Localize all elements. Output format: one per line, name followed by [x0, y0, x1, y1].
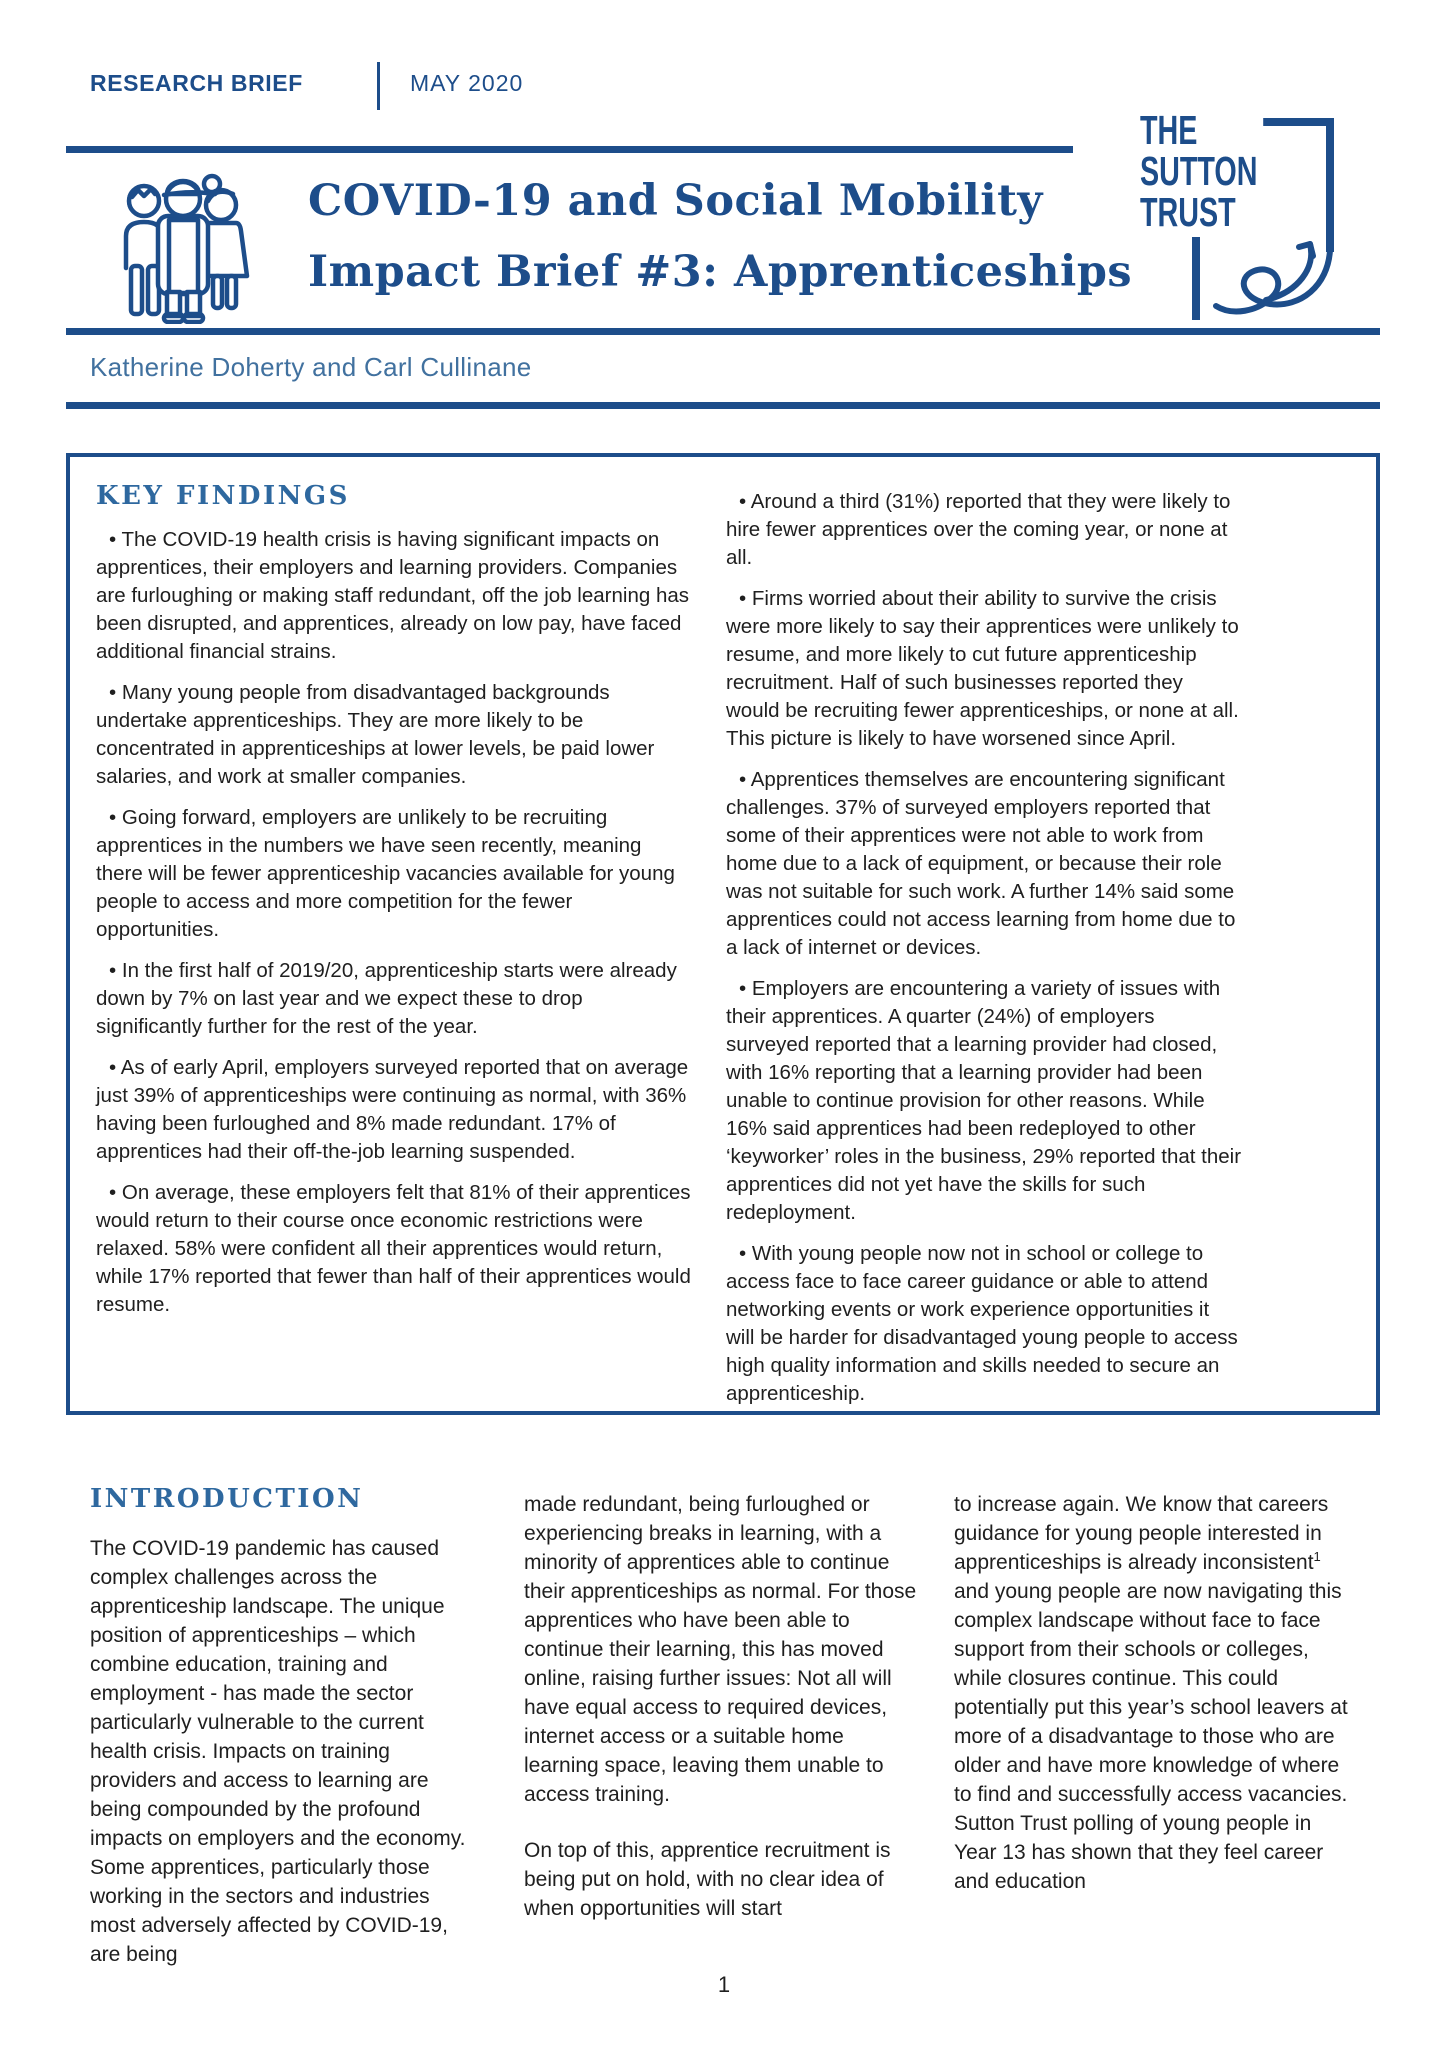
report-type-label: RESEARCH BRIEF	[90, 70, 303, 96]
introduction-column-2	[524, 1490, 924, 1950]
key-finding-bullet: • Employers are encountering a variety of issues with their apprentices. A quarter (24%) of employers surveyed reported that a learning provider had closed, with 16% reporting that a learning provider had been unable to continue provision for other reasons. While 16% said apprentices had been redeployed to other ‘keyworker’ roles in the business, 29% reported that their apprentices did not yet have the skills for such redeployment.	[726, 977, 1242, 1224]
key-finding-bullet: • Firms worried about their ability to survive the crisis were more likely to say their apprentices were unlikely to resume, and more likely to cut future apprenticeship recruitment. Half of such businesses reported they would be recruiting fewer apprenticeships, or none at all. This picture is likely to have worsened since April.	[726, 587, 1239, 750]
page-title-line2: Impact Brief #3: Apprenticeships	[308, 247, 1133, 297]
logo-word-the: THE	[1140, 107, 1198, 153]
introduction-paragraph: The COVID-19 pandemic has caused complex challenges across the apprenticeship landscape. The unique position of apprenticeships – which combine education, training and employment - has made the sector particularly vulnerable to the current health crisis. Impacts on training providers and access to learning are being compounded by the profound impacts on employers and the economy. Some apprentices, particularly those working in the sectors and industries most adversely affected by COVID-19, are being	[90, 1537, 466, 1966]
page-title-line1: COVID-19 and Social Mobility	[308, 176, 1043, 226]
key-findings-heading: KEY FINDINGS	[96, 481, 350, 511]
introduction-heading: INTRODUCTION	[90, 1484, 364, 1514]
key-finding-bullet: • Around a third (31%) reported that they were likely to hire fewer apprentices over the coming year, or none at all.	[726, 490, 1231, 569]
logo-word-trust: TRUST	[1140, 189, 1236, 235]
sutton-trust-logo-text	[1140, 107, 1263, 237]
introduction-paragraph	[954, 1490, 1354, 1896]
key-findings-right-column	[726, 481, 1242, 1421]
byline: Katherine Doherty and Carl Cullinane	[90, 352, 532, 382]
key-finding-bullet: • As of early April, employers surveyed reported that on average just 39% of apprenticeships were continuing as normal, with 36% having been furloughed and 8% made redundant. 17% of apprentices had their off-the-job learning suspended.	[96, 1056, 689, 1163]
three-people-icon	[108, 154, 258, 324]
key-finding-bullet: • Apprentices themselves are encountering significant challenges. 37% of surveyed employers reported that some of their apprentices were not able to work from home due to a lack of equipment, or because their role was not suitable for such work. A further 14% said some apprentices could not access learning from home due to a lack of internet or devices.	[726, 768, 1236, 959]
key-findings-left-column	[96, 481, 692, 1421]
key-finding-bullet: • On average, these employers felt that 81% of their apprentices would return to their course once economic restrictions were relaxed. 58% were confident all their apprentices would return, while 17% reported that fewer than half of their apprentices would resume.	[96, 1181, 691, 1316]
introduction-paragraph: made redundant, being furloughed or experiencing breaks in learning, with a minority of apprentices able to continue their apprenticeships as normal. For those apprentices who have been able to continue their learning, this has moved online, raising further issues: Not all will have equal access to required devices, internet access or a suitable home learning space, leaving them unable to access training.	[524, 1493, 917, 1806]
sutton-trust-logo	[1140, 107, 1340, 332]
page-title	[308, 166, 1132, 308]
key-finding-bullet: • With young people now not in school or college to access face to face career guidance or able to attend networking events or work experience opportunities it will be harder for disadvantaged young people to access high quality information and skills needed to secure an apprenticeship.	[726, 1242, 1238, 1405]
header-divider	[377, 62, 380, 110]
introduction-text: and young people are now navigating this complex landscape without face to face support from their schools or colleges, while closures continue. This could potentially put this year’s school leavers at more of a disadvantage to those who are older and have more knowledge of where to find and successfully access vacancies. Sutton Trust polling of young people in Year 13 has shown that they feel career and education	[954, 1580, 1348, 1893]
introduction-paragraph: On top of this, apprentice recruitment is being put on hold, with no clear idea of when opportunities will start	[524, 1839, 891, 1920]
page-number: 1	[717, 1972, 731, 1997]
key-findings-box	[66, 453, 1380, 1415]
byline-bottom-rule	[66, 402, 1380, 409]
key-finding-bullet: • In the first half of 2019/20, apprenticeship starts were already down by 7% on last year and we expect these to drop significantly further for the rest of the year.	[96, 959, 677, 1038]
introduction-column-1	[90, 1534, 466, 1996]
key-finding-bullet: • The COVID-19 health crisis is having significant impacts on apprentices, their employers and learning providers. Companies are furloughing or making staff redundant, off the job learning has been disrupted, and apprentices, already on low pay, have faced additional financial strains.	[96, 528, 689, 663]
key-finding-bullet: • Going forward, employers are unlikely to be recruiting apprentices in the numbers we have seen recently, meaning there will be fewer apprenticeship vacancies available for young people to access and more competition for the fewer opportunities.	[96, 806, 675, 941]
logo-word-sutton: SUTTON	[1140, 148, 1258, 194]
introduction-text: to increase again. We know that careers guidance for young people interested in apprenticeships is already inconsistent	[954, 1493, 1329, 1574]
header-rule	[66, 146, 1073, 153]
key-finding-bullet: • Many young people from disadvantaged backgrounds undertake apprenticeships. They are more likely to be concentrated in apprenticeships at lower levels, be paid lower salaries, and work at smaller companies.	[96, 681, 655, 788]
footnote-marker: 1	[1313, 1549, 1321, 1564]
introduction-column-3	[954, 1490, 1354, 1923]
date-label: MAY 2020	[410, 70, 524, 96]
